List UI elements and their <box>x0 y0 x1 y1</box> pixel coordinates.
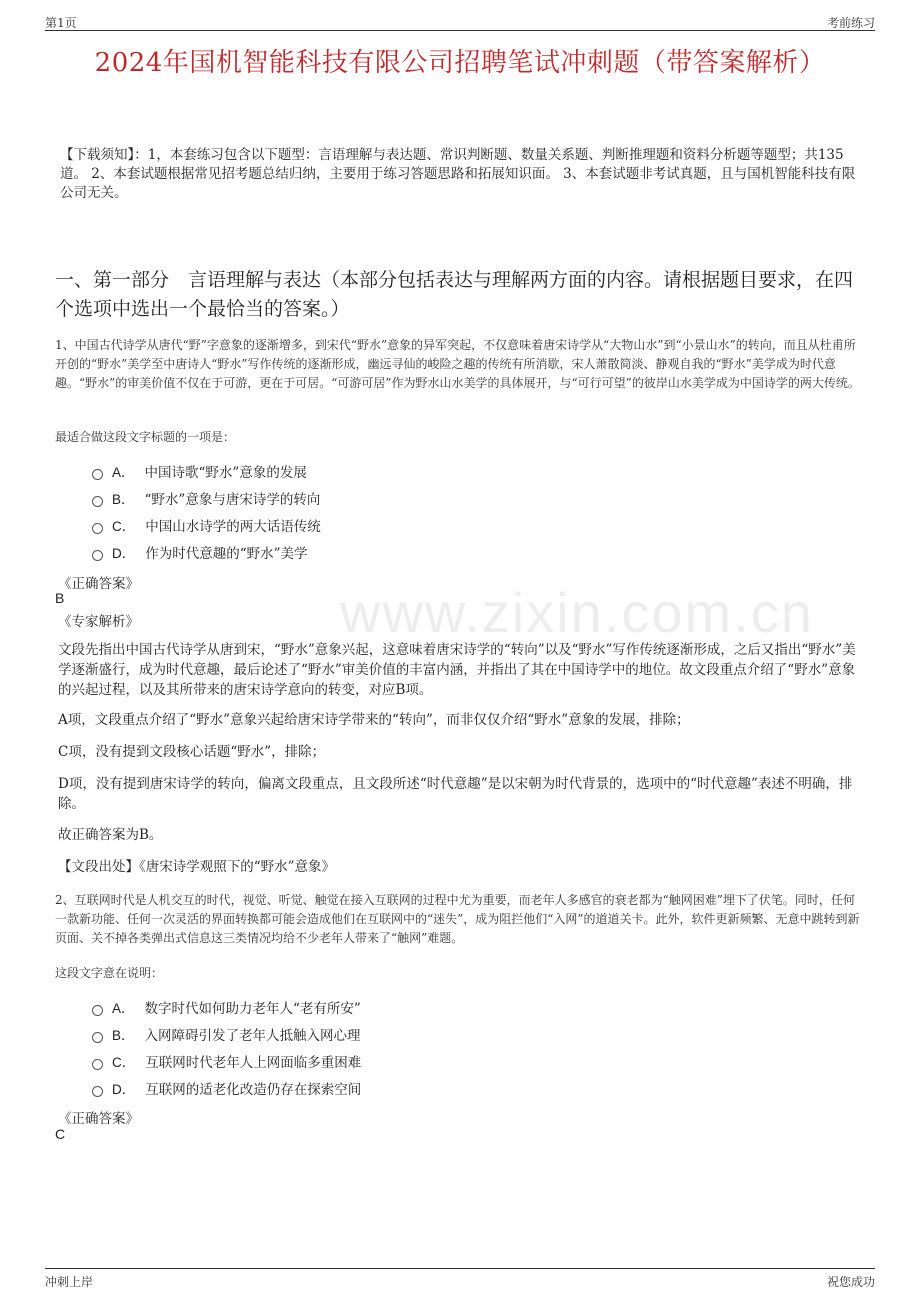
page-footer <box>45 1268 875 1289</box>
answer-value: B <box>55 590 65 606</box>
analysis-paragraph: C项，没有提到文段核心话题“野水”，排除； <box>58 744 326 760</box>
analysis-paragraph: 文段先指出中国古代诗学从唐到宋，“野水”意象兴起，这意味着唐宋诗学的“转向”以及“野水”写作传统逐渐形成，之后又指出“野水”美学逐渐盛行，成为时代意趣，最后论述了“野水”审美价值的丰富内涵，并指出了其在中国诗学中的地位。故文段重点介绍了“野水”意象的兴起过程，以及其所带来的唐宋诗学意向的转变，对应B项。 <box>58 642 856 698</box>
download-notice: 【下载须知】：1，本套练习包含以下题型：言语理解与表达题、常识判断题、数量关系题、判断推理题和资料分析题等题型；共135道。 2、本套试题根据常见招考题总结归纳，主要用于练习答题思路和拓展知识面。 3、本套试题非考试真题，且与国机智能科技有限公司无关。 <box>60 147 856 201</box>
option-letter: C． <box>112 1055 136 1070</box>
option-letter: B． <box>112 1028 135 1043</box>
question-2-option-d[interactable] <box>92 1078 361 1098</box>
radio-icon[interactable] <box>92 550 103 561</box>
header-label: 考前练习 <box>826 16 875 30</box>
footer-left-text: 冲刺上岸 <box>45 1275 94 1289</box>
option-text: 互联网时代老年人上网面临多重困难 <box>145 1055 362 1071</box>
radio-icon[interactable] <box>92 496 103 507</box>
question-1-option-a[interactable] <box>92 461 307 481</box>
question-2-option-c[interactable] <box>92 1051 361 1071</box>
question-2-prompt: 这段文字意在说明： <box>55 966 164 980</box>
page-header <box>45 12 875 31</box>
question-1-text: 1、中国古代诗学从唐代“野”字意象的逐渐增多，到宋代“野水”意象的异军突起，不仅意味着唐宋诗学从“大物山水”到“小景山水”的转向，而且从杜甫所开创的“野水”美学至中唐诗人“野水”写作传统的逐渐形成，幽远寻仙的峻险之趣的传统有所消歇，宋人萧散简淡、静观自我的“野水”美学成为时代意趣。“野水”的审美价值不仅在于可游，更在于可居。“可游可居”作为野水山水美学的具体展开，与“可行可望”的彼岸山水美学成为中国诗学的两大传统。 <box>55 338 860 390</box>
option-text: 数字时代如何助力老年人“老有所安” <box>144 1001 361 1017</box>
option-letter: D． <box>112 1082 136 1097</box>
radio-icon[interactable] <box>92 1005 103 1016</box>
option-text: 入网障碍引发了老年人抵触入网心理 <box>144 1028 361 1044</box>
question-2-option-b[interactable] <box>92 1024 361 1044</box>
radio-icon[interactable] <box>92 469 103 480</box>
option-text: “野水”意象与唐宋诗学的转向 <box>144 492 321 508</box>
option-letter: C． <box>112 519 136 534</box>
option-letter: A． <box>112 1001 135 1016</box>
analysis-paragraph: D项，没有提到唐宋诗学的转向，偏离文段重点，且文段所述“时代意趣”是以宋朝为时代背景的，选项中的“时代意趣”表述不明确，排除。 <box>58 776 853 812</box>
option-text: 中国山水诗学的两大话语传统 <box>145 519 321 535</box>
analysis-paragraph: 故正确答案为B。 <box>58 827 163 843</box>
watermark: www.zixin.com.cn <box>340 581 814 644</box>
option-letter: B． <box>112 492 135 507</box>
answer-label: 《正确答案》 <box>58 576 139 592</box>
question-1-option-d[interactable] <box>92 542 308 562</box>
analysis-label: 《专家解析》 <box>58 614 139 630</box>
option-text: 作为时代意趣的“野水”美学 <box>145 546 308 562</box>
option-text: 互联网的适老化改造仍存在探索空间 <box>145 1082 362 1098</box>
question-1-option-c[interactable] <box>92 515 321 535</box>
radio-icon[interactable] <box>92 1032 103 1043</box>
option-text: 中国诗歌“野水”意象的发展 <box>144 465 307 481</box>
analysis-paragraph: A项，文段重点介绍了“野水”意象兴起给唐宋诗学带来的“转向”，而非仅仅介绍“野水”意象的发展，排除； <box>58 712 690 728</box>
question-2-option-a[interactable] <box>92 997 361 1017</box>
question-1-prompt: 最适合做这段文字标题的一项是： <box>55 430 236 444</box>
question-2-text: 2、互联网时代是人机交互的时代，视觉、听觉、触觉在接入互联网的过程中尤为重要，而老年人多感官的衰老都为“触网困难”埋下了伏笔。同时，任何一款新功能、任何一次灵活的界面转换都可能会造成他们在互联网中的“迷失”，成为阻拦他们“入网”的道道关卡。此外，软件更新频繁、无意中跳转到新页面、关不掉各类弹出式信息这三类情况均给不少老年人带来了“触网”难题。 <box>55 893 860 945</box>
document-title: 2024年国机智能科技有限公司招聘笔试冲刺题（带答案解析） <box>94 48 826 78</box>
radio-icon[interactable] <box>92 523 103 534</box>
answer-label: 《正确答案》 <box>58 1111 139 1127</box>
answer-value: C <box>55 1126 66 1142</box>
section-heading: 一、第一部分 言语理解与表达（本部分包括表达与理解两方面的内容。请根据题目要求，在四个选项中选出一个最恰当的答案。） <box>55 269 854 320</box>
radio-icon[interactable] <box>92 1086 103 1097</box>
option-letter: D． <box>112 546 136 561</box>
source-citation: 【文段出处】《唐宋诗学观照下的“野水”意象》 <box>58 859 336 875</box>
question-1-option-b[interactable] <box>92 488 320 508</box>
radio-icon[interactable] <box>92 1059 103 1070</box>
page-number: 第1页 <box>45 16 77 30</box>
footer-right-text: 祝您成功 <box>826 1275 875 1289</box>
option-letter: A． <box>112 465 135 480</box>
